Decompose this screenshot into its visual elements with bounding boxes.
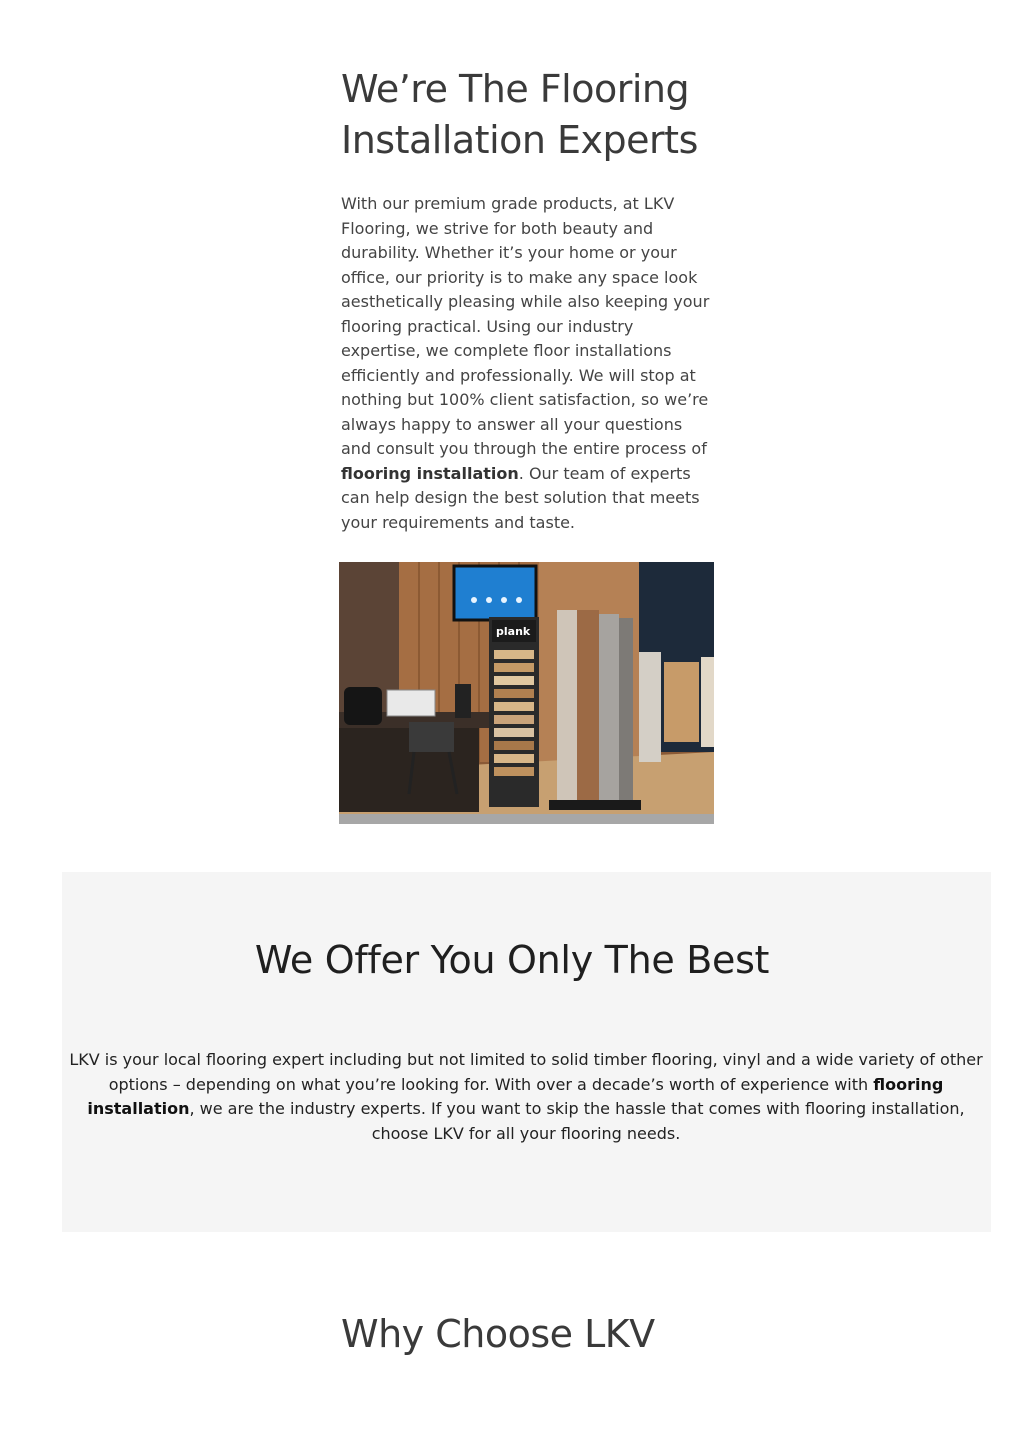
intro-paragraph: [341, 192, 717, 535]
stand-sign: plank: [496, 625, 531, 638]
offer-text-end: , we are the industry experts. If you want to skip the hassle that comes with flooring installation, choose LKV for all your flooring needs.: [189, 1099, 965, 1143]
showroom-illustration: [339, 562, 714, 814]
intro-text-end: . Our team of experts can help design the best solution that meets your requirements and taste.: [341, 463, 700, 532]
intro-heading-line2: Installation Experts: [341, 118, 698, 162]
offer-text-start: LKV is your local flooring expert including but not limited to solid timber flooring, vinyl and a wide variety of other options – depending on what you’re looking for. With over a decade’s worth of experience with: [69, 1050, 983, 1094]
offer-keyword: flooring installation: [87, 1074, 944, 1118]
intro-heading-line1: We’re The Flooring: [341, 67, 690, 111]
showroom-photo: [339, 562, 714, 824]
intro-heading: [341, 64, 717, 166]
offer-paragraph: [66, 1048, 986, 1146]
intro-text-start: With our premium grade products, at LKV Flooring, we strive for both beauty and durability. Whether it’s your home or your office, our priority is to make any space look aesthetically pleasing while also keeping your flooring practical. Using our industry expertise, we complete floor installations efficiently and professionally. We will stop at nothing but 100% client satisfaction, so we’re always happy to answer all your questions and consult you through the entire process of: [341, 194, 710, 458]
intro-keyword: flooring installation: [341, 463, 519, 483]
why-heading: Why Choose LKV: [341, 1312, 655, 1356]
offer-heading: We Offer You Only The Best: [254, 938, 770, 982]
